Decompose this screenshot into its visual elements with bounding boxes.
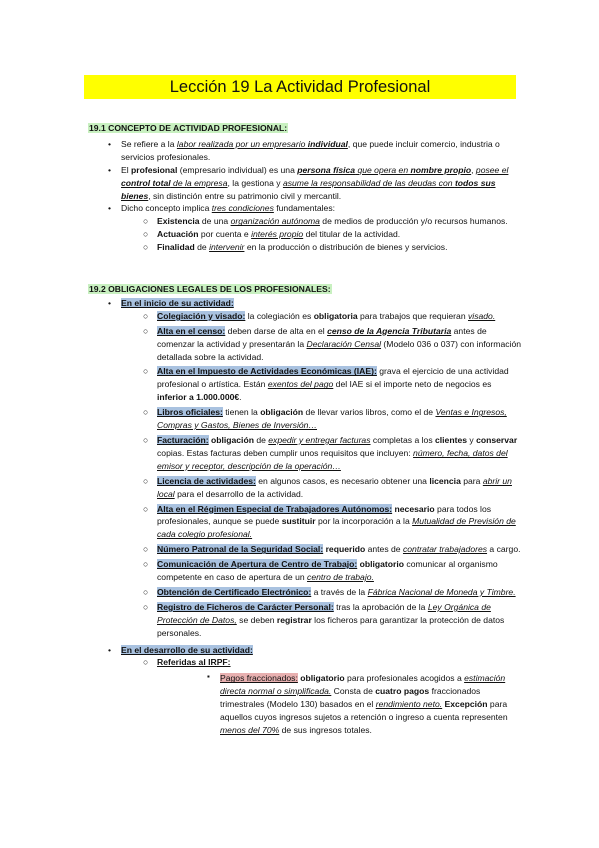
circle-bullet-icon: ○	[143, 544, 149, 555]
bullet-icon: •	[108, 203, 112, 214]
circle-bullet-icon: ○	[143, 503, 149, 514]
list-item: ▪ Pagos fraccionados: obligatorio para profesionales acogidos a estimación directa normal o simplificada. Consta de cuatro pagos fraccionados trimestrales (Modelo 130) basados en el rendimiento neto. Excepción para aquellos cuyos ingresos sujetos a retención o ingreso a cuenta representen menos del 70% de sus ingresos totales.	[207, 672, 508, 735]
list-item: ○ Registro de Ficheros de Carácter Personal: tras la aprobación de la Ley Orgánica de Protección de Datos, se deben registrar los ficheros para garantizar la protección de datos personales.	[143, 601, 505, 638]
circle-bullet-icon: ○	[143, 475, 149, 486]
circle-bullet-icon: ○	[143, 657, 149, 668]
list-item: ○ Comunicación de Apertura de Centro de Trabajo: obligatorio comunicar al organismo competente en caso de apertura de un centro de trabajo.	[143, 559, 498, 583]
section-obligaciones	[88, 283, 523, 737]
list-item: ○ Existencia de una organización autónoma de medios de producción y/o recursos humanos.	[143, 216, 508, 227]
list-item: ○ Referidas al IRPF:	[143, 657, 231, 668]
circle-bullet-icon: ○	[143, 601, 149, 612]
bullet-icon: •	[108, 297, 112, 308]
circle-bullet-icon: ○	[143, 559, 149, 570]
list-item: ○ Finalidad de intervenir en la producción o distribución de bienes y servicios.	[143, 242, 448, 253]
list-item: • En el inicio de su actividad:	[108, 297, 234, 308]
section-heading: 19.2 OBLIGACIONES LEGALES DE LOS PROFESIONALES:	[89, 284, 331, 294]
circle-bullet-icon: ○	[143, 407, 149, 418]
list-item: • Se refiere a la labor realizada por un empresario individual, que puede incluir comercio, industria o servicios profesionales.	[108, 138, 500, 162]
list-item: ○ Facturación: obligación de expedir y entregar facturas completas a los clientes y conservar copias. Estas facturas deben cumplir unos requisitos que incluyen: número, fecha, datos del emisor y receptor, descripción de la operación…	[143, 434, 518, 471]
bullet-icon: •	[108, 138, 112, 149]
circle-bullet-icon: ○	[143, 366, 149, 377]
list-item: ○ Licencia de actividades: en algunos casos, es necesario obtener una licencia para abrir un local para el desarrollo de la actividad.	[143, 475, 512, 499]
circle-bullet-icon: ○	[143, 229, 149, 240]
circle-bullet-icon: ○	[143, 586, 149, 597]
list-item: ○ Actuación por cuenta e interés propio del titular de la actividad.	[143, 229, 401, 240]
list-item: ○ Colegiación y visado: la colegiación es obligatoria para trabajos que requieran visado.	[143, 310, 496, 321]
bullet-icon: •	[108, 164, 112, 175]
list-item: • En el desarrollo de su actividad:	[108, 644, 253, 655]
list-item: ○ Alta en el Impuesto de Actividades Económicas (IAE): grava el ejercicio de una actividad profesional o artística. Están exentos del pago del IAE si el importe neto de negocios es inferior a 1.000.000€.	[143, 366, 509, 403]
bullet-icon: •	[108, 644, 112, 655]
list-item: • Dicho concepto implica tres condiciones fundamentales:	[108, 203, 336, 214]
list-item: ○ Alta en el Régimen Especial de Trabajadores Autónomos: necesario para todos los profesionales, aunque se puede sustituir por la incorporación a la Mutualidad de Previsión de cada colegio profesional.	[143, 503, 516, 540]
circle-bullet-icon: ○	[143, 216, 149, 227]
list-item: ○ Número Patronal de la Seguridad Social: requerido antes de contratar trabajadores a cargo.	[143, 544, 521, 555]
section-heading: 19.1 CONCEPTO DE ACTIVIDAD PROFESIONAL:	[89, 123, 288, 133]
circle-bullet-icon: ○	[143, 325, 149, 336]
square-bullet-icon: ▪	[207, 672, 210, 682]
section-concepto	[88, 122, 523, 254]
list-item: ○ Obtención de Certificado Electrónico: a través de la Fábrica Nacional de Moneda y Timbre.	[143, 586, 516, 597]
circle-bullet-icon: ○	[143, 434, 149, 445]
page-title: Lección 19 La Actividad Profesional	[84, 75, 516, 99]
circle-bullet-icon: ○	[143, 310, 149, 321]
list-item: ○ Alta en el censo: deben darse de alta en el censo de la Agencia Tributaria antes de comenzar la actividad y presentarán la Declaración Censal (Modelo 036 o 037) con información detallada sobre la actividad.	[143, 325, 521, 362]
list-item: • El profesional (empresario individual) es una persona física que opera en nombre propio, posee el control total de la empresa, la gestiona y asume la responsabilidad de las deudas con todos sus bienes, sin distinción entre su patrimonio civil y mercantil.	[108, 164, 509, 201]
circle-bullet-icon: ○	[143, 242, 149, 253]
list-item: ○ Libros oficiales: tienen la obligación de llevar varios libros, como el de Ventas e Ingresos, Compras y Gastos, Bienes de Inversión…	[143, 407, 507, 431]
